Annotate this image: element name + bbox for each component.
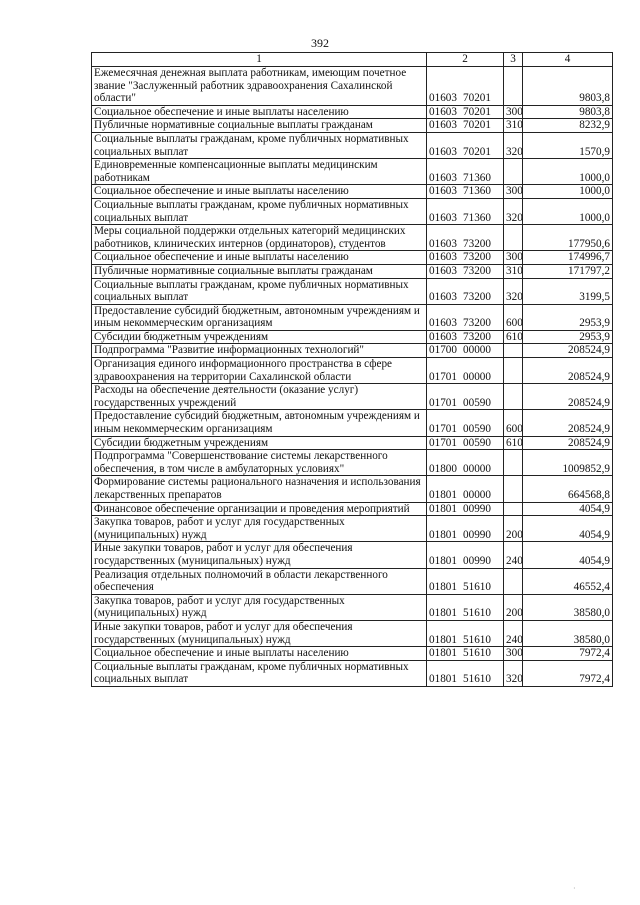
row-expense-type [504, 225, 523, 251]
row-code-program: 01801 [429, 554, 457, 567]
row-amount: 3199,5 [523, 278, 613, 304]
row-code-program: 01801 [429, 502, 457, 515]
table-row [92, 251, 613, 265]
table-header-row [92, 53, 613, 67]
table-row [92, 304, 613, 330]
row-code [427, 304, 504, 330]
row-expense-type [504, 344, 523, 358]
row-expense-type: 320 [504, 132, 523, 158]
row-code-direction: 51610 [463, 581, 491, 594]
row-code-direction: 00000 [463, 344, 491, 357]
row-code-program: 01603 [429, 119, 457, 132]
row-amount: 38580,0 [523, 620, 613, 646]
table-row [92, 358, 613, 384]
row-code-direction: 70201 [463, 105, 491, 118]
row-code [427, 594, 504, 620]
row-code [427, 436, 504, 450]
row-amount: 2953,9 [523, 330, 613, 344]
row-amount: 4054,9 [523, 516, 613, 542]
row-code-direction: 00000 [463, 462, 491, 475]
row-expense-type: 320 [504, 198, 523, 224]
row-expense-type: 320 [504, 660, 523, 686]
row-name: Социальные выплаты гражданам, кроме публичных нормативных социальных выплат [92, 198, 427, 224]
table-row [92, 502, 613, 516]
row-code-program: 01701 [429, 370, 457, 383]
row-expense-type: 300 [504, 185, 523, 199]
row-code-direction: 70201 [463, 92, 491, 105]
table-row [92, 198, 613, 224]
row-code-direction: 00590 [463, 396, 491, 409]
row-code-direction: 00990 [463, 528, 491, 541]
row-code-program: 01603 [429, 105, 457, 118]
row-amount: 46552,4 [523, 568, 613, 594]
table-row [92, 568, 613, 594]
row-name: Публичные нормативные социальные выплаты гражданам [92, 119, 427, 133]
row-expense-type [504, 568, 523, 594]
table-row [92, 225, 613, 251]
table-row [92, 119, 613, 133]
row-name: Формирование системы рационального назначения и использования лекарственных препаратов [92, 476, 427, 502]
row-expense-type: 240 [504, 542, 523, 568]
row-code [427, 225, 504, 251]
row-name: Субсидии бюджетным учреждениям [92, 436, 427, 450]
row-code-program: 01603 [429, 211, 457, 224]
row-amount: 664568,8 [523, 476, 613, 502]
row-amount: 208524,9 [523, 358, 613, 384]
row-code-direction: 73200 [463, 317, 491, 330]
row-code [427, 344, 504, 358]
row-code-program: 01700 [429, 344, 457, 357]
row-expense-type [504, 159, 523, 185]
row-expense-type: 300 [504, 105, 523, 119]
row-code-program: 01801 [429, 647, 457, 660]
row-code-program: 01701 [429, 436, 457, 449]
row-code-direction: 00590 [463, 423, 491, 436]
row-expense-type [504, 384, 523, 410]
row-amount: 208524,9 [523, 410, 613, 436]
row-amount: 208524,9 [523, 344, 613, 358]
row-code-direction: 73200 [463, 291, 491, 304]
row-expense-type: 320 [504, 278, 523, 304]
row-code-direction: 51610 [463, 633, 491, 646]
row-amount: 4054,9 [523, 542, 613, 568]
row-expense-type [504, 476, 523, 502]
column-header-2: 2 [427, 53, 504, 67]
row-code [427, 198, 504, 224]
row-name: Финансовое обеспечение организации и проведения мероприятий [92, 502, 427, 516]
table-row [92, 450, 613, 476]
row-expense-type: 310 [504, 119, 523, 133]
column-header-3: 3 [504, 53, 523, 67]
row-code [427, 105, 504, 119]
row-amount: 8232,9 [523, 119, 613, 133]
row-code-direction: 73200 [463, 237, 491, 250]
row-code-direction: 71360 [463, 185, 491, 198]
row-name: Единовременные компенсационные выплаты медицинским работникам [92, 159, 427, 185]
row-code [427, 660, 504, 686]
row-code [427, 119, 504, 133]
row-code-direction: 71360 [463, 211, 491, 224]
table-row [92, 476, 613, 502]
row-code-program: 01603 [429, 251, 457, 264]
row-amount: 7972,4 [523, 647, 613, 661]
row-name: Предоставление субсидий бюджетным, автономным учреждениям и иным некоммерческим организациям [92, 304, 427, 330]
row-name: Подпрограмма "Совершенствование системы лекарственного обеспечения, в том числе в амбулаторных условиях" [92, 450, 427, 476]
row-code-program: 01603 [429, 317, 457, 330]
row-name: Публичные нормативные социальные выплаты гражданам [92, 264, 427, 278]
row-code [427, 358, 504, 384]
row-code [427, 450, 504, 476]
row-code-program: 01603 [429, 145, 457, 158]
table-row [92, 159, 613, 185]
row-expense-type: 300 [504, 647, 523, 661]
row-name: Иные закупки товаров, работ и услуг для обеспечения государственных (муниципальных) нужд [92, 542, 427, 568]
row-code-direction: 00000 [463, 370, 491, 383]
row-code-direction: 00990 [463, 502, 491, 515]
row-code [427, 132, 504, 158]
row-amount: 174996,7 [523, 251, 613, 265]
row-code [427, 568, 504, 594]
row-code-direction: 51610 [463, 647, 491, 660]
row-code-direction: 00990 [463, 554, 491, 567]
row-name: Ежемесячная денежная выплата работникам, имеющим почетное звание "Заслуженный работник здравоохранения Сахалинской области" [92, 67, 427, 106]
row-amount: 208524,9 [523, 436, 613, 450]
row-code [427, 264, 504, 278]
row-amount: 38580,0 [523, 594, 613, 620]
row-expense-type: 200 [504, 594, 523, 620]
row-name: Предоставление субсидий бюджетным, автономным учреждениям и иным некоммерческим организациям [92, 410, 427, 436]
row-code-direction: 70201 [463, 119, 491, 132]
table-row [92, 278, 613, 304]
table-row [92, 185, 613, 199]
row-code [427, 251, 504, 265]
row-code-direction: 73200 [463, 251, 491, 264]
row-code-program: 01701 [429, 423, 457, 436]
row-amount: 1009852,9 [523, 450, 613, 476]
row-expense-type [504, 502, 523, 516]
row-code [427, 542, 504, 568]
row-name: Социальное обеспечение и иные выплаты населению [92, 105, 427, 119]
column-header-1: 1 [92, 53, 427, 67]
row-expense-type: 610 [504, 436, 523, 450]
row-name: Меры социальной поддержки отдельных категорий медицинских работников, клинических интернов (ординаторов), студентов [92, 225, 427, 251]
row-code [427, 384, 504, 410]
row-name: Социальные выплаты гражданам, кроме публичных нормативных социальных выплат [92, 278, 427, 304]
row-name: Социальное обеспечение и иные выплаты населению [92, 647, 427, 661]
table-row [92, 436, 613, 450]
row-name: Социальные выплаты гражданам, кроме публичных нормативных социальных выплат [92, 132, 427, 158]
table-row [92, 132, 613, 158]
table-row [92, 516, 613, 542]
row-code [427, 410, 504, 436]
table-row [92, 620, 613, 646]
row-code [427, 647, 504, 661]
row-expense-type: 310 [504, 264, 523, 278]
row-name: Реализация отдельных полномочий в области лекарственного обеспечения [92, 568, 427, 594]
row-name: Социальное обеспечение и иные выплаты населению [92, 251, 427, 265]
row-name: Субсидии бюджетным учреждениям [92, 330, 427, 344]
row-name: Закупка товаров, работ и услуг для государственных (муниципальных) нужд [92, 516, 427, 542]
row-code [427, 159, 504, 185]
row-code-program: 01603 [429, 185, 457, 198]
row-expense-type: 600 [504, 304, 523, 330]
row-code [427, 67, 504, 106]
table-row [92, 330, 613, 344]
table-row [92, 594, 613, 620]
row-amount: 9803,8 [523, 67, 613, 106]
row-amount: 1000,0 [523, 198, 613, 224]
row-code-program: 01603 [429, 92, 457, 105]
row-code [427, 620, 504, 646]
row-amount: 1570,9 [523, 132, 613, 158]
row-code-program: 01701 [429, 396, 457, 409]
row-amount: 171797,2 [523, 264, 613, 278]
row-amount: 1000,0 [523, 159, 613, 185]
row-code [427, 330, 504, 344]
row-code-program: 01801 [429, 581, 457, 594]
row-amount: 4054,9 [523, 502, 613, 516]
row-name: Расходы на обеспечение деятельности (оказание услуг) государственных учреждений [92, 384, 427, 410]
row-name: Закупка товаров, работ и услуг для государственных (муниципальных) нужд [92, 594, 427, 620]
row-expense-type: 600 [504, 410, 523, 436]
row-expense-type [504, 358, 523, 384]
table-row [92, 67, 613, 106]
row-code-program: 01603 [429, 264, 457, 277]
row-code-direction: 71360 [463, 171, 491, 184]
row-code [427, 502, 504, 516]
row-expense-type: 200 [504, 516, 523, 542]
row-code-direction: 73200 [463, 330, 491, 343]
row-code-direction: 51610 [463, 607, 491, 620]
row-code-program: 01801 [429, 489, 457, 501]
row-code [427, 476, 504, 502]
row-code-direction: 00590 [463, 436, 491, 449]
table-row [92, 660, 613, 686]
table-row [92, 105, 613, 119]
row-code-direction: 73200 [463, 264, 491, 277]
row-expense-type [504, 67, 523, 106]
row-code-program: 01801 [429, 607, 457, 620]
row-code-program: 01603 [429, 237, 457, 250]
row-expense-type: 610 [504, 330, 523, 344]
row-name: Организация единого информационного пространства в сфере здравоохранения на территории Сахалинской области [92, 358, 427, 384]
row-code-program: 01603 [429, 291, 457, 304]
row-name: Подпрограмма "Развитие информационных технологий" [92, 344, 427, 358]
page-number: 392 [311, 36, 329, 50]
row-expense-type: 300 [504, 251, 523, 265]
row-name: Иные закупки товаров, работ и услуг для обеспечения государственных (муниципальных) нужд [92, 620, 427, 646]
row-code-program: 01801 [429, 633, 457, 646]
row-amount: 2953,9 [523, 304, 613, 330]
row-amount: 9803,8 [523, 105, 613, 119]
row-code [427, 185, 504, 199]
row-code-program: 01800 [429, 462, 457, 475]
row-code-direction: 70201 [463, 145, 491, 158]
row-expense-type [504, 450, 523, 476]
row-amount: 7972,4 [523, 660, 613, 686]
row-name: Социальные выплаты гражданам, кроме публичных нормативных социальных выплат [92, 660, 427, 686]
table-row [92, 542, 613, 568]
row-code-direction: 51610 [463, 673, 491, 686]
row-code-program: 01801 [429, 528, 457, 541]
table-row [92, 344, 613, 358]
row-code [427, 278, 504, 304]
row-amount: 1000,0 [523, 185, 613, 199]
table-row [92, 647, 613, 661]
row-code-program: 01603 [429, 330, 457, 343]
row-code-program: 01801 [429, 673, 457, 686]
table-row [92, 264, 613, 278]
table-row [92, 410, 613, 436]
row-amount: 208524,9 [523, 384, 613, 410]
row-expense-type: 240 [504, 620, 523, 646]
row-amount: 177950,6 [523, 225, 613, 251]
budget-table [91, 52, 613, 687]
column-header-4: 4 [523, 53, 613, 67]
table-row [92, 384, 613, 410]
row-code-program: 01603 [429, 171, 457, 184]
row-code-direction: 00000 [463, 489, 491, 501]
row-code [427, 516, 504, 542]
row-name: Социальное обеспечение и иные выплаты населению [92, 185, 427, 199]
scan-mark: · [573, 884, 576, 893]
